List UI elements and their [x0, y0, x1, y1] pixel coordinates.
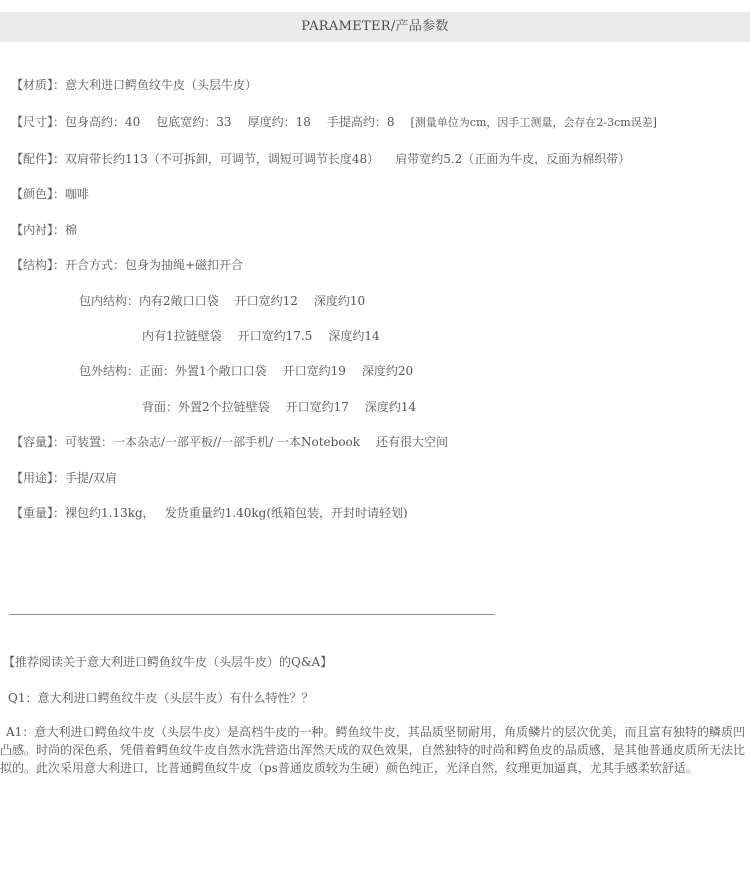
spec-capacity-label: 【容量】：可装置：一本杂志/一部平板//一部手机/ 一本Notebook: [11, 435, 361, 449]
spec-capacity-extra: 还有很大空间: [376, 435, 449, 449]
section-header: [0, 12, 750, 42]
inner-pocket-2-depth: 深度约14: [328, 329, 380, 343]
outer-pocket-1-depth: 深度约20: [361, 364, 414, 378]
spec-inner-pocket-1: [79, 293, 365, 309]
outer-pocket-2-open: 开口宽约17: [285, 400, 349, 414]
qa-question-1: Q1：意大利进口鳄鱼纹牛皮（头层牛皮）有什么特性？？: [8, 691, 314, 705]
spec-weight-ship: 发货重量约1.40kg(纸箱包装，开封时请轻划): [164, 506, 408, 520]
spec-material: 【材质】：意大利进口鳄鱼纹牛皮（头层牛皮）: [11, 78, 258, 92]
spec-accessories-strap: 肩带宽约5.2（正面为牛皮，反面为棉织带）: [395, 152, 631, 166]
outer-pocket-1-name: 包外结构：正面：外置1个敞口口袋: [79, 364, 267, 378]
spec-size-height: 包身高约：40: [65, 115, 141, 129]
section-divider: [9, 614, 495, 615]
outer-pocket-1-open: 开口宽约19: [282, 364, 346, 378]
spec-outer-pocket-1: [79, 363, 413, 379]
spec-size-label: 【尺寸】：: [11, 115, 66, 129]
spec-structure: 【结构】：开合方式：包身为抽绳+磁扣开合: [11, 258, 244, 272]
spec-size: [11, 114, 657, 131]
spec-accessories-label: 【配件】：双肩带长约113（不可拆卸，可调节，调短可调节长度48）: [11, 152, 380, 166]
section-title: PARAMETER/产品参数: [301, 19, 449, 34]
inner-pocket-1-open: 开口宽约12: [234, 294, 298, 308]
spec-size-note: [测量单位为cm，因手工测量，会存在2-3cm误差]: [410, 116, 657, 129]
inner-pocket-2-open: 开口宽约17.5: [237, 329, 313, 343]
spec-outer-pocket-2: [142, 399, 416, 415]
spec-size-handle: 手提高约：8: [326, 115, 395, 129]
qa-title: 【推荐阅读关于意大利进口鳄鱼纹牛皮（头层牛皮）的Q&A】: [3, 655, 333, 669]
spec-accessories: [11, 151, 630, 167]
spec-weight-label: 【重量】：裸包约1.13kg，: [11, 506, 155, 520]
qa-answer-1: A1：意大利进口鳄鱼纹牛皮（头层牛皮）是高档牛皮的一种。鳄鱼纹牛皮，其品质坚韧耐用，角质鳞片的层次优美，而且富有独特的鳞质凹凸感。时尚的深色系，凭借着鳄鱼纹牛皮自然水洗营造出浑然天成的双色效果，自然独特的时尚和鳄鱼皮的品质感，是其他普通皮质所无法比拟的。此次采用意大利进口，比普通鳄鱼纹牛皮（ps普通皮质较为生硬）颜色纯正，光泽自然，纹理更加逼真，尤其手感柔软舒适。: [0, 725, 745, 775]
inner-pocket-1-depth: 深度约10: [313, 294, 366, 308]
spec-capacity: [11, 434, 448, 450]
spec-color: 【颜色】：咖啡: [11, 187, 90, 201]
spec-weight: [11, 505, 408, 521]
outer-pocket-2-name: 背面：外置2个拉链壁袋: [142, 400, 270, 414]
spec-size-bottom: 包底宽约：33: [156, 115, 232, 129]
spec-size-thickness: 厚度约：18: [247, 115, 311, 129]
inner-pocket-1-name: 包内结构：内有2敞口口袋: [79, 294, 219, 308]
spec-usage: 【用途】：手提/双肩: [11, 471, 118, 485]
inner-pocket-2-name: 内有1拉链壁袋: [142, 329, 222, 343]
outer-pocket-2-depth: 深度约14: [364, 400, 417, 414]
spec-inner-pocket-2: [142, 328, 380, 344]
spec-lining: 【内衬】：棉: [11, 223, 78, 237]
